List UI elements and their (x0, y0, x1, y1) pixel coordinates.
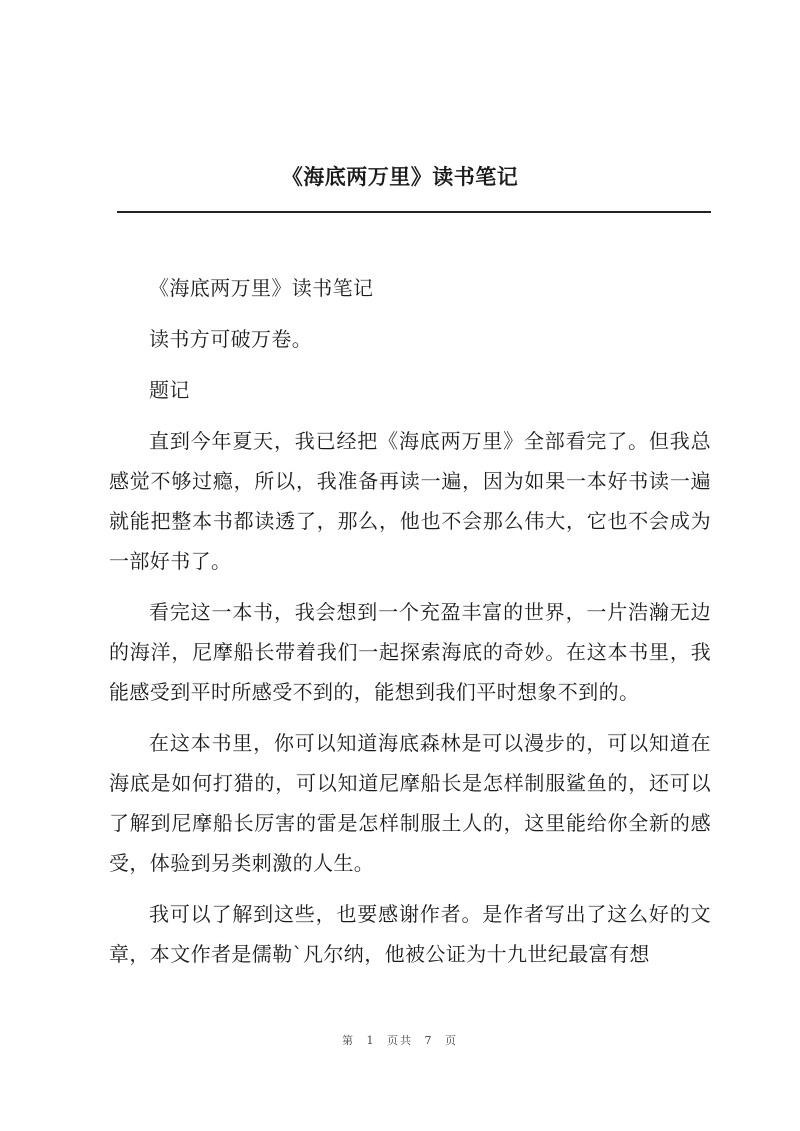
document-title: 《海底两万里》读书笔记 (281, 164, 519, 189)
title-divider (117, 211, 711, 213)
paragraph-epigraph: 读书方可破万卷。 (149, 327, 313, 351)
paragraph: 看完这一本书，我会想到一个充盈丰富的世界，一片浩瀚无边的海洋，尼摩船长带着我们一起探索海底的奇妙。在这本书里，我能感受到平时所感受不到的，能想到我们平时想象不到的。 (109, 600, 711, 704)
paragraph: 直到今年夏天，我已经把《海底两万里》全部看完了。但我总感觉不够过瘾，所以，我准备再读一遍，因为如果一本好书读一遍就能把整本书都读透了，那么，他也不会那么伟大，它也不会成为一部好书了。 (109, 429, 711, 573)
paragraph: 在这本书里，你可以知道海底森林是可以漫步的，可以知道在海底是如何打猎的，可以知道尼摩船长是怎样制服鲨鱼的，还可以了解到尼摩船长厉害的雷是怎样制服土人的，这里能给你全新的感受，体验到另类刺激的人生。 (109, 731, 711, 875)
paragraph: 我可以了解到这些，也要感谢作者。是作者写出了这么好的文章，本文作者是儒勒`凡尔纳，他被公证为十九世纪最富有想 (109, 902, 711, 966)
document-body (109, 268, 711, 985)
paragraph-epigraph-attribution: 题记 (149, 378, 190, 402)
page-footer: 第 1 页共 7 页 (342, 1034, 458, 1047)
paragraph-heading: 《海底两万里》读书笔记 (149, 276, 374, 300)
